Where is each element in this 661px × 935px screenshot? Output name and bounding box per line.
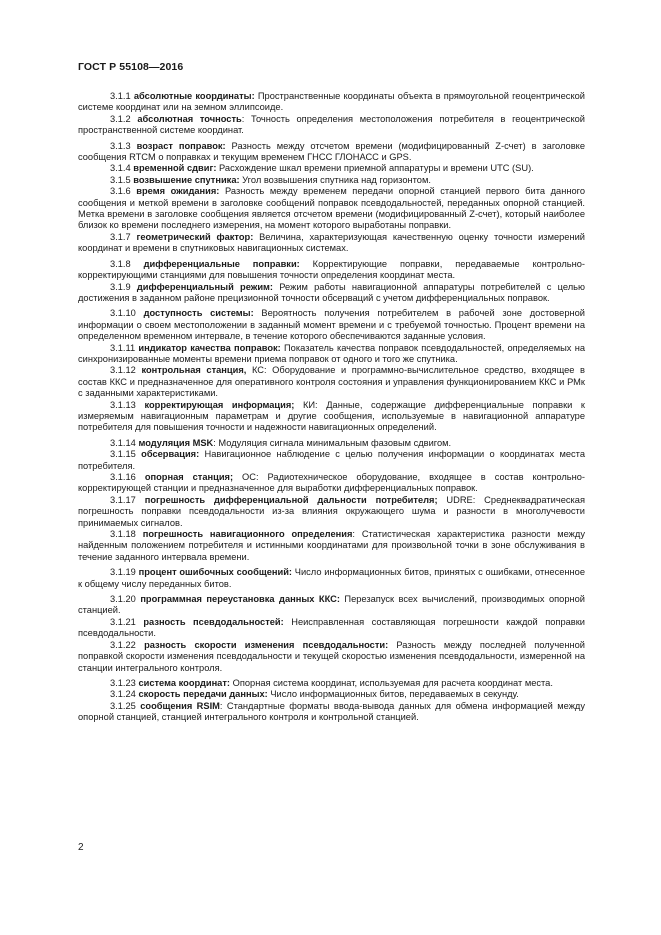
definition-item <box>78 594 585 617</box>
definition-number: 3.1.25 <box>110 700 136 711</box>
definition-text: КИ: Данные, содержащие дифференциальные поправки к измеряемым навигационным параметрам и другие сообщения, используемые в навигационной аппаратуре потребителя для повышения точности и надежности навигационных определений. <box>78 399 585 433</box>
definition-number: 3.1.9 <box>110 281 131 292</box>
definition-number: 3.1.20 <box>110 594 136 605</box>
definition-item <box>78 472 585 495</box>
definition-term: опорная станция; <box>144 472 234 482</box>
definition-term: контрольная станция, <box>141 365 247 376</box>
definition-number: 3.1.15 <box>110 449 136 460</box>
definition-number: 3.1.8 <box>110 258 131 269</box>
document-header: ГОСТ Р 55108—2016 <box>78 61 184 73</box>
definition-term: программная переустановка данных ККС: <box>140 594 340 605</box>
definition-item <box>78 689 585 700</box>
definition-text: Разность между временем передачи опорной станцией первого бита данного сообщения и меткой времени в заголовке сообщений поправок псевдодальностей, переданных опорной станцией. Метка времени в заголовке сообщения является отсчетом времени (модифицированный Z-счет), который наиболее близок ко времени последнего измерения, на момент которого выработаны поправки. <box>78 186 585 231</box>
definition-text: Корректирующие поправки, передаваемые контрольно-корректирующими станциями для повышения точности определения координат места. <box>78 258 585 281</box>
definition-term: модуляция MSK <box>138 437 214 448</box>
definition-text: Показатель качества поправок псевдодальностей, определяемых на синхронизированные моменты времени приема поправок от одного и того же спутника. <box>78 342 585 364</box>
definition-number: 3.1.4 <box>110 163 131 174</box>
definition-item <box>78 678 585 689</box>
definition-term: система координат: <box>138 677 231 688</box>
definition-number: 3.1.11 <box>110 342 136 353</box>
definition-text: Угол возвышения спутника над горизонтом. <box>239 174 431 185</box>
definition-text: Расхождение шкал времени приемной аппаратуры и времени UTC (SU). <box>216 163 534 174</box>
definition-number: 3.1.6 <box>110 186 131 197</box>
definition-text: Разность между отсчетом времени (модифицированный Z-счет) в заголовке сообщения RTCM о поправках и текущим временем ГНСС ГЛОНАСС и GPS. <box>78 140 585 163</box>
definition-text: Неисправленная составляющая погрешности каждой поправки псевдодальности. <box>78 616 586 639</box>
definition-text: UDRE: Среднеквадратическая погрешность поправки псевдодальности из-за влияния окружающего шума и разности в многолучевости принимаемых сигналов. <box>78 494 585 528</box>
definition-number: 3.1.5 <box>110 174 131 185</box>
definition-number: 3.1.1 <box>110 91 131 101</box>
definition-item <box>78 365 585 399</box>
definition-number: 3.1.17 <box>110 494 136 505</box>
definition-text: Навигационное наблюдение с целью получения информации о координатах места потребителя. <box>78 449 585 471</box>
definition-term: погрешность навигационного определения <box>142 529 353 540</box>
definition-term: корректирующая информация; <box>144 399 295 410</box>
definition-text: ОС: Радиотехническое оборудование, входящее в состав контрольно-корректирующей станции и предназначенное для выработки дифференциальных поправок. <box>78 472 586 494</box>
definition-text: : Точность определения местоположения потребителя в геоцентрической пространственной системе координат. <box>78 113 585 136</box>
definition-term: дифференциальные поправки: <box>143 258 300 269</box>
definition-number: 3.1.18 <box>110 529 136 540</box>
definition-term: доступность системы: <box>143 308 254 319</box>
definition-number: 3.1.22 <box>110 639 136 650</box>
definition-number: 3.1.13 <box>110 399 136 410</box>
definition-item <box>78 640 585 674</box>
definition-item <box>78 141 585 164</box>
page-number: 2 <box>78 842 84 853</box>
definition-term: абсолютная точность <box>137 113 242 124</box>
definition-text: Величина, характеризующая качественную оценку точности измерений координат и времени в спутниковых навигационных системах. <box>78 231 585 254</box>
definition-term: процент ошибочных сообщений: <box>138 567 293 578</box>
definition-item <box>78 567 585 590</box>
definition-number: 3.1.3 <box>110 140 131 151</box>
definition-text: : Модуляция сигнала минимальным фазовым сдвигом. <box>213 437 452 448</box>
definition-term: временной сдвиг: <box>133 163 217 174</box>
definition-term: разность псевдодальностей: <box>143 616 284 627</box>
definition-number: 3.1.14 <box>110 437 136 448</box>
definition-text: Перезапуск всех вычислений, производимых опорной станцией. <box>78 594 585 616</box>
definition-text: : Статистическая характеристика разности между найденным положением потребителя и истинными координатами для произвольной точки в зоне обслуживания в течение заданного интервала времени. <box>78 529 585 562</box>
definition-item <box>78 449 585 472</box>
definition-number: 3.1.21 <box>110 616 136 627</box>
definition-number: 3.1.7 <box>110 231 131 242</box>
definition-term: погрешность дифференциальной дальности потребителя; <box>144 494 438 505</box>
definition-term: индикатор качества поправок: <box>138 342 281 353</box>
definition-item <box>78 495 585 529</box>
definition-text: Опорная система координат, используемая для расчета координат места. <box>230 677 553 688</box>
definition-item <box>78 163 585 174</box>
definition-term: разность скорости изменения псевдодальности: <box>144 639 389 650</box>
definition-text: Режим работы навигационной аппаратуры потребителей с целью достижения в заданном районе прецизионной точности обсерваций с учетом дифференциальных поправок. <box>78 281 585 303</box>
definition-item <box>78 91 585 114</box>
definition-item <box>78 259 585 282</box>
definition-term: время ожидания: <box>136 186 220 197</box>
definition-item <box>78 282 585 305</box>
definition-number: 3.1.12 <box>110 365 136 376</box>
definition-term: скорость передачи данных: <box>138 689 268 700</box>
definition-text: Пространственные координаты объекта в прямоугольной геоцентрической системе координат или на земном эллипсоиде. <box>78 91 585 113</box>
definition-number: 3.1.2 <box>110 113 131 124</box>
definition-text: Вероятность получения потребителем в рабочей зоне достоверной информации о своем местоположении в заданный момент времени и с требуемой точностью. Процент времени на определенном временном интервале, в течение которого обеспечиваются заданные условия. <box>78 308 585 342</box>
definitions-list <box>78 91 585 724</box>
definition-item <box>78 701 585 724</box>
definition-term: возвышение спутника: <box>133 174 240 185</box>
definition-term: сообщения RSIM <box>140 700 220 711</box>
definition-item <box>78 529 585 563</box>
definition-item <box>78 343 585 366</box>
definition-text: : Стандартные форматы ввода-вывода данных для обмена информацией между опорной станцией, станцией интегрального контроля и контрольной станцией. <box>78 700 585 723</box>
definition-term: обсервация: <box>141 449 200 460</box>
definition-item <box>78 114 585 137</box>
definition-item <box>78 308 585 342</box>
definition-number: 3.1.10 <box>110 308 136 319</box>
definition-term: дифференциальный режим: <box>136 281 274 292</box>
definition-text: КС: Оборудование и программно-вычислительное средство, входящее в состав ККС и предназначенное для оперативного контроля состояния и управления функционированием ККС и РМк с заданными характеристиками. <box>78 365 585 399</box>
definition-item <box>78 232 585 255</box>
definition-number: 3.1.16 <box>110 472 136 482</box>
definition-text: Число информационных битов, принятых с ошибками, отнесенное к общему числу переданных битов. <box>78 567 585 589</box>
definition-item <box>78 175 585 186</box>
definition-item <box>78 617 585 640</box>
definition-text: Число информационных битов, передаваемых в секунду. <box>267 689 519 700</box>
definition-number: 3.1.19 <box>110 567 136 578</box>
definition-item <box>78 186 585 232</box>
definition-item <box>78 438 585 449</box>
definition-term: возраст поправок: <box>136 140 226 151</box>
definition-text: Разность между последней полученной поправкой скорости изменения псевдодальности и текущей скоростью изменения псевдодальности, измеренной на станции интегрального контроля. <box>78 639 585 673</box>
definition-number: 3.1.24 <box>110 689 136 700</box>
definition-term: абсолютные координаты: <box>133 91 255 101</box>
definition-term: геометрический фактор: <box>136 231 254 242</box>
definition-item <box>78 400 585 434</box>
definition-number: 3.1.23 <box>110 677 136 688</box>
